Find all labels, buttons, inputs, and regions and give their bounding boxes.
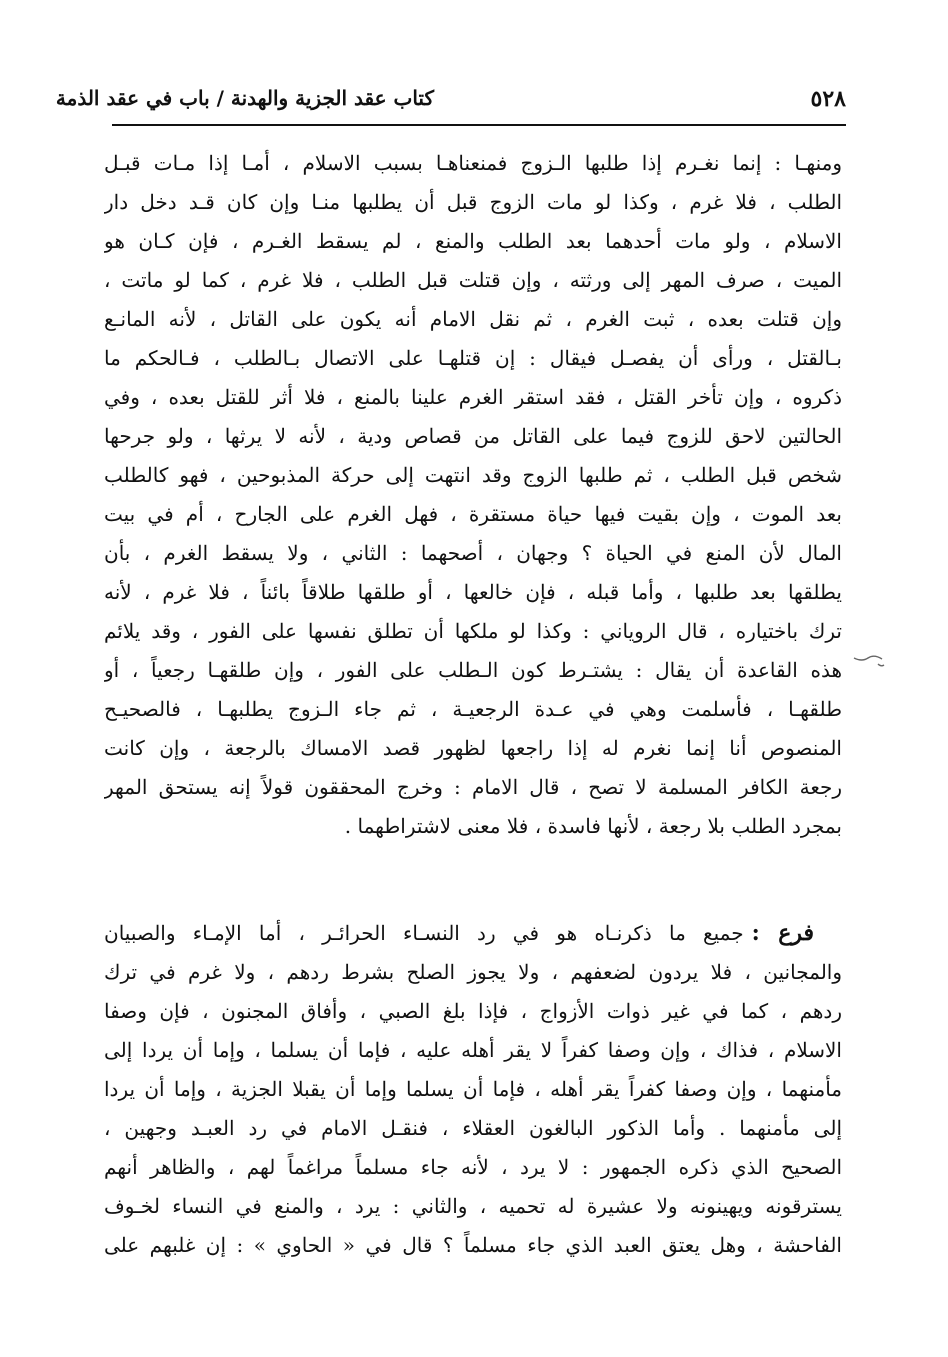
text-line: المال لأن المنع في الحياة ؟ وجهان ، أصحهما : الثاني ، ولا يسقط الغرم ، بأن <box>104 541 842 565</box>
text-line: مأمنهما ، وإن وصفا كفراً يقر أهله ، فإما أن يسلما وإما أن يقبلا الجزية ، وإما أن يردا <box>104 1077 842 1101</box>
text-line: الحالتين لاحق للزوج فيما على القاتل من قصاص ودية ، لأنه لا يرثها ، ولو جرحها <box>104 424 842 448</box>
text-line: بمجرد الطلب بلا رجعة ، لأنها فاسدة ، فلا معنى لاشتراطهما . <box>344 814 842 838</box>
text-line: رجعة الكافر المسلمة لا تصح ، قال الامام : وخرج المحققون قولاً إنه يستحق المهر <box>104 775 842 799</box>
page-number: ٥٢٨ <box>810 86 846 112</box>
text-line-content: جميع ما ذكرنـاه هو في رد النسـاء الحرائـر ، أما الإمـاء والصبيان <box>104 921 744 945</box>
text-line: ذكروه ، وإن تأخر القتل ، فقد استقر الغرم علينا بالمنع ، فلا أثر للقتل بعده ، وفي <box>104 385 842 409</box>
text-line: ترك باختياره ، قال الروياني : وكذا لو ملكها أن تطلق نفسها على الفور ، وقد يلائم <box>104 619 842 643</box>
text-line: الفاحشة ، وهل يعتق العبد الذي جاء مسلماً ؟ قال في « الحاوي » : إن غلبهم على <box>104 1233 842 1257</box>
text-line: يسترقونه ويهينونه ولا عشيرة له تحميه ، والثاني : يرد ، والمنع في النساء لخـوف <box>104 1194 842 1218</box>
text-line: بـالقتل ، ورأى أن يفصـل فيقال : إن قتلهـا على الاتصال بـالطلب ، فـالحكم ما <box>104 346 842 370</box>
text-line: ردهم ، كما في غير ذوات الأزواج ، فإذا بلغ الصبي ، وأفاق المجنون ، فإن وصفا <box>104 999 842 1023</box>
text-line: يطلقها بعد طلبها ، وأما قبله ، فإن خالعها ، أو طلقها طلاقاً بائناً ، فلا غرم ، لأنه <box>104 580 842 604</box>
text-line: الطلب ، فلا غرم ، وكذا لو مات الزوج قبل أن يطلبها منـا وإن كان قـد دخل دار <box>104 190 842 214</box>
text-line: المنصوص أنا إنما نغرم له إذا راجعها لظهور قصد الامساك بالرجعة ، وإن كانت <box>104 736 842 760</box>
text-line: الميت ، صرف المهر إلى ورثته ، وإن قتلت قبل الطلب ، فلا غرم ، كما لو ماتت ، <box>104 268 842 292</box>
text-line: والمجانين ، فلا يردون لضعفهم ، ولا يجوز الصلح بشرط ردهم ، ولا غرم في ترك <box>104 960 842 984</box>
text-line: هذه القاعدة أن يقال : يشتـرط كون الـطلب على الفور ، وإن طلقهـا رجعياً ، أو <box>104 658 842 682</box>
text-line: الاسلام ، فذاك ، وإن وصفا كفراً لا يقر أهله عليه ، فإما أن يسلما ، وإما أن يردا إلى <box>104 1038 842 1062</box>
text-line: الاسلام ، ولو مات أحدهما بعد الطلب والمنع ، لم يسقط الغـرم ، فإن كـان هو <box>104 229 842 253</box>
text-line: إلى مأمنهما . وأما الذكور البالغون العقلاء ، فنقـل الامام في رد العبـد وجهين ، <box>104 1116 842 1140</box>
text-line: شخص قبل الطلب ، ثم طلبها الزوج وقد انتهت إلى حركة المذبوحين ، فهو كالطلب <box>104 463 842 487</box>
paragraph-2 <box>104 914 842 1265</box>
text-line: الصحيح الذي ذكره الجمهور : لا يرد ، لأنه جاء مسلماً مراغماً لهم ، والظاهر أنهم <box>104 1155 842 1179</box>
text-line: بعد الموت ، وإن بقيت فيها حياة مستقرة ، فهل الغرم على الجارح ، أم في بيت <box>104 502 842 526</box>
margin-annotation-mark <box>852 650 886 672</box>
text-line: وإن قتلت بعده ، ثبت الغرم ، ثم نقل الامام أنه يكون على القاتل ، لأنه المانـع <box>104 307 842 331</box>
text-line: ومنهـا : إنما نغـرم إذا طلبها الـزوج فمنعناهـا بسبب الاسلام ، أمـا إذا مـات قبـل <box>104 151 842 175</box>
header-rule <box>112 124 846 126</box>
section-label: فرع : <box>751 920 814 946</box>
text-line <box>104 914 842 953</box>
paragraph-1 <box>104 144 842 846</box>
text-line: طلقهـا ، فأسلمت وهي في عـدة الرجعيـة ، ثم جاء الـزوج يطلبهـا ، فالصحيـح <box>104 697 842 721</box>
page-header <box>55 82 846 118</box>
running-title: كتاب عقد الجزية والهدنة / باب في عقد الذمة <box>55 86 434 110</box>
